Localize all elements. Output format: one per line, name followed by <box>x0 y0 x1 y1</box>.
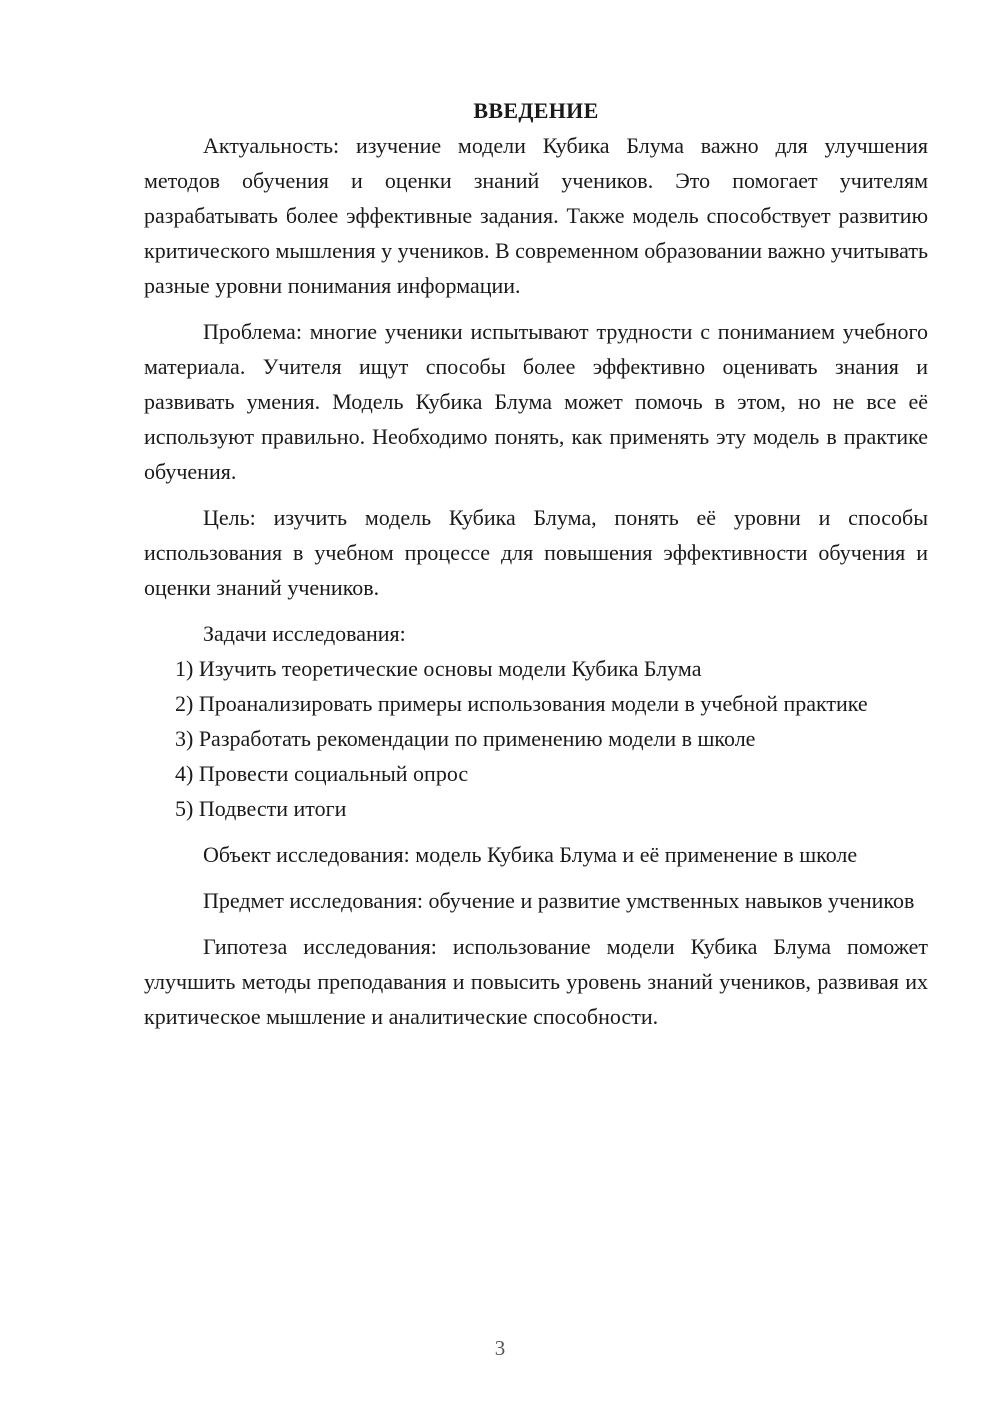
task-item-5: 5) Подвести итоги <box>175 796 347 821</box>
paragraph-subject: Предмет исследования: обучение и развитие умственных навыков учеников <box>203 888 915 913</box>
paragraph-hypothesis: Гипотеза исследования: использование модели Кубика Блума поможет улучшить методы преподавания и повысить уровень знаний учеников, развивая их критическое мышление и аналитические способности. <box>144 934 928 1029</box>
task-item-1: 1) Изучить теоретические основы модели Кубика Блума <box>175 656 702 681</box>
page-content <box>144 93 928 1034</box>
paragraph-object: Объект исследования: модель Кубика Блума и её применение в школе <box>203 842 858 867</box>
task-item-4: 4) Провести социальный опрос <box>175 761 469 786</box>
tasks-heading: Задачи исследования: <box>203 621 406 646</box>
task-item-3: 3) Разработать рекомендации по применению модели в школе <box>175 726 756 751</box>
page-number: 3 <box>494 1336 506 1360</box>
paragraph-relevance: Актуальность: изучение модели Кубика Блума важно для улучшения методов обучения и оценки знаний учеников. Это помогает учителям разрабатывать более эффективные задания. Также модель способствует развитию критического мышления у учеников. В современном образовании важно учитывать разные уровни понимания информации. <box>144 133 928 298</box>
paragraph-problem: Проблема: многие ученики испытывают трудности с пониманием учебного материала. Учителя ищут способы более эффективно оценивать знания и развивать умения. Модель Кубика Блума может помочь в этом, но не все её используют правильно. Необходимо понять, как применять эту модель в практике обучения. <box>144 319 928 484</box>
paragraph-goal: Цель: изучить модель Кубика Блума, понять её уровни и способы использования в учебном процессе для повышения эффективности обучения и оценки знаний учеников. <box>144 505 928 600</box>
task-item-2: 2) Проанализировать примеры использования модели в учебной практике <box>175 691 868 716</box>
page-heading: ВВЕДЕНИЕ <box>473 98 599 123</box>
